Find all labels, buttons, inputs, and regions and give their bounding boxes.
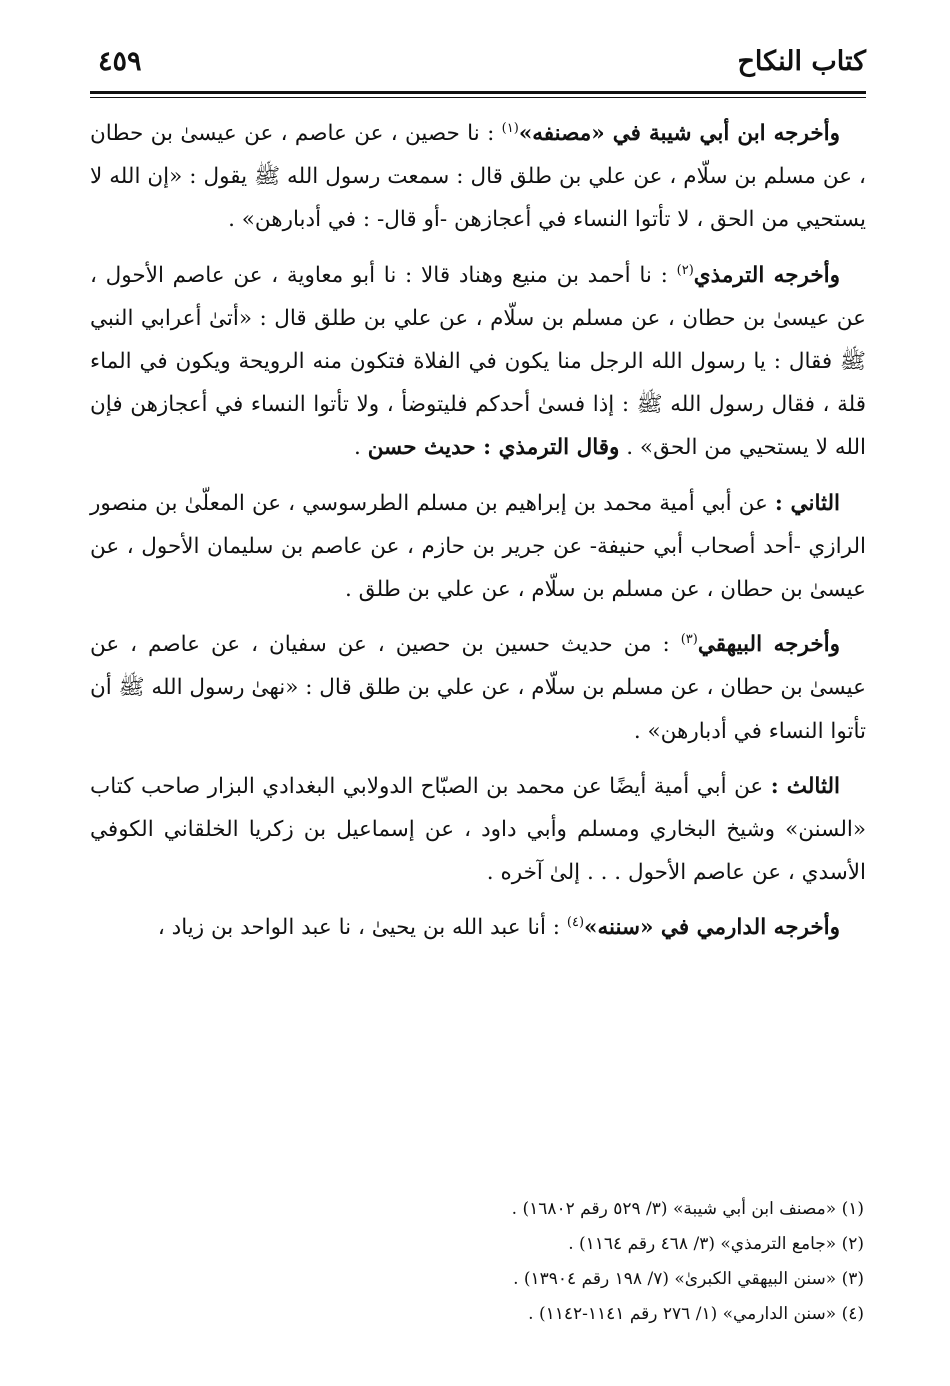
- footnote-3: (٣) «سنن البيهقي الكبرىٰ» (٧/ ١٩٨ رقم ١٣٩٠٤) .: [513, 1269, 864, 1289]
- page-number: ٤٥٩: [98, 46, 142, 77]
- paragraph-lead: وأخرجه البيهقي: [697, 632, 840, 658]
- paragraph-lead: وأخرجه ابن أبي شيبة في «مصنفه»: [518, 121, 840, 146]
- paragraph-text: : أنا عبد الله بن يحيىٰ ، نا عبد الواحد بن زياد ،: [157, 915, 567, 941]
- paragraph-ibn-abi-shaybah: [90, 112, 866, 242]
- paragraph-lead: الثالث :: [770, 773, 840, 799]
- header-rule-thick: [90, 91, 866, 94]
- footnote-1: (١) «مصنف ابن أبي شيبة» (٣/ ٥٢٩ رقم ١٦٨٠٢) .: [511, 1199, 864, 1219]
- paragraph-lead: وأخرجه الترمذي: [693, 262, 840, 288]
- footnote-ref: (٢): [676, 262, 694, 278]
- paragraph-lead: وأخرجه الدارمي في «سننه»: [584, 915, 840, 941]
- paragraph-text: عن أبي أمية أيضًا عن محمد بن الصبّاح الدولابي البغدادي البزار صاحب كتاب «السنن» وشيخ البخاري ومسلم وأبي داود ، عن إسماعيل بن زكريا الخلقاني الكوفي الأسدي ، عن عاصم الأحول . . . إلىٰ آخره .: [90, 773, 866, 886]
- paragraph-tail: .: [354, 435, 368, 461]
- paragraph-tirmidhi: [90, 254, 866, 470]
- paragraph-bayhaqi: [90, 623, 866, 753]
- paragraph-text: : من حديث حسين بن حصين ، عن سفيان ، عن عاصم ، عن عيسىٰ بن حطان ، عن مسلم بن سلّام ، عن علي بن طلق قال : «نهىٰ رسول الله ﷺ أن تأتوا النساء في أدبارهن» .: [90, 632, 866, 744]
- paragraph-text: عن أبي أمية محمد بن إبراهيم بن مسلم الطرسوسي ، عن المعلّىٰ بن منصور الرازي -أحد أصحاب أبي حنيفة- عن جرير بن حازم ، عن عاصم بن سليمان الأحول ، عن عيسىٰ بن حطان ، عن مسلم بن سلّام ، عن علي بن طلق .: [90, 490, 866, 603]
- footnote-ref: (١): [501, 120, 519, 136]
- paragraph-darimi: [90, 906, 866, 949]
- chapter-title: كتاب النكاح: [737, 46, 866, 77]
- main-text: [90, 112, 866, 962]
- footnote-4: (٤) «سنن الدارمي» (١/ ٢٧٦ رقم ١١٤١-١١٤٢) .: [528, 1304, 864, 1324]
- header-rule-thin: [90, 97, 866, 98]
- paragraph-text: : نا أحمد بن منيع وهناد قالا : نا أبو معاوية ، عن عاصم الأحول ، عن عيسىٰ بن حطان ، عن مسلم بن سلّام ، عن علي بن طلق قال : «أتىٰ أعرابي النبي ﷺ فقال : يا رسول الله الرجل منا يكون في الفلاة فتكون منه الرويحة ويكون في الماء قلة ، فقال رسول الله ﷺ : إذا فسىٰ أحدكم فليتوضأ ، ولا تأتوا النساء في أعجازهن فإن الله لا يستحيي من الحق» .: [90, 262, 866, 461]
- paragraph-tail-bold: وقال الترمذي : حديث حسن: [367, 435, 620, 461]
- footnote-ref: (٤): [566, 915, 585, 931]
- footnote-ref: (٣): [680, 632, 698, 648]
- footnotes: [90, 1192, 866, 1332]
- paragraph-third: [90, 765, 866, 895]
- page-header: [90, 42, 866, 88]
- paragraph-text: : نا حصين ، عن عاصم ، عن عيسىٰ بن حطان ، عن مسلم بن سلّام ، عن علي بن طلق قال : سمعت رسول الله ﷺ يقول : «إن الله لا يستحيي من الحق ، لا تأتوا النساء في أعجازهن -أو قال- : في أدبارهن» .: [90, 121, 866, 233]
- book-page: [90, 42, 866, 1342]
- paragraph-lead: الثاني :: [774, 490, 841, 516]
- footnote-2: (٢) «جامع الترمذي» (٣/ ٤٦٨ رقم ١١٦٤) .: [568, 1234, 864, 1254]
- paragraph-second: [90, 482, 866, 612]
